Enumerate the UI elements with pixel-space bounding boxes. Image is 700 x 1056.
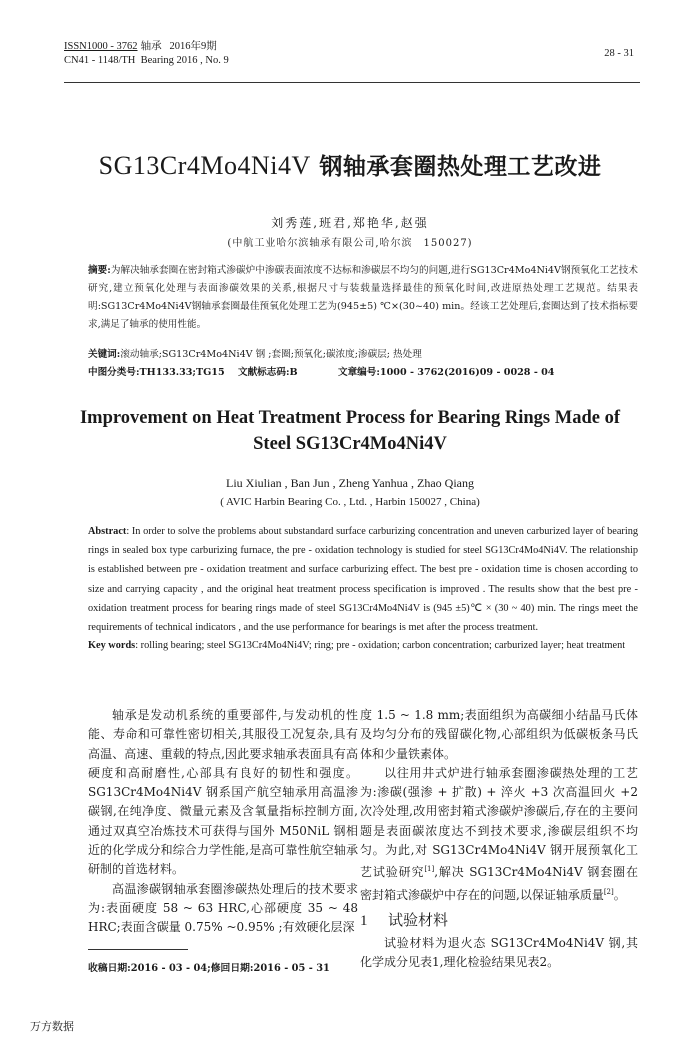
article-number: 文章编号:1000 - 3762(2016)09 - 0028 - 04 <box>338 367 555 378</box>
keywords-cn-text: 滚动轴承;SG13Cr4Mo4Ni4V 钢 ;套圈;预氧化;碳浓度;渗碳层; 热处理 <box>120 349 422 360</box>
header-line-2 <box>64 54 229 68</box>
issn: ISSN1000 - 3762 <box>64 41 138 52</box>
cn-number: CN41 - 1148/TH <box>64 55 136 66</box>
issue-cn: 2016年9期 <box>169 41 217 52</box>
title-en <box>0 405 700 457</box>
paragraph: 试验材料为退火态 SG13Cr4Mo4Ni4V 钢,其化学成分见表1,理化检验结果见表2。 <box>360 935 638 970</box>
footnote-dates: 收稿日期:2016 - 03 - 04;修回日期:2016 - 05 - 31 <box>88 963 330 974</box>
keywords-cn <box>88 346 638 364</box>
header-line-1 <box>64 40 217 54</box>
title-en-line-1: Improvement on Heat Treatment Process for Bearing Rings Made of <box>79 408 621 428</box>
authors-cn: 刘秀莲,班君,郑艳华,赵强 <box>271 216 429 230</box>
footnote-divider <box>88 949 188 950</box>
page-range: 28 - 31 <box>604 48 634 59</box>
paragraph-text: ,解决 SG13Cr4Mo4Ni4V 钢套圈在密封箱式渗碳炉中存在的问题,以保证轴承质量 <box>360 865 638 902</box>
title-en-line-2: Steel SG13Cr4Mo4Ni4V <box>253 434 447 454</box>
keywords-cn-label: 关键词: <box>88 349 121 360</box>
abstract-cn-text: 为解决轴承套圈在密封箱式渗碳炉中渗碳表面浓度不达标和渗碳层不均匀的问题,进行SG13Cr4Mo4Ni4V钢预氧化工艺技术研究,建立预氧化处理与表面渗碳效果的关系,根据尺寸与装载量选择最佳的预氧化时间,改进原热处理工艺规范。结果表明:SG13Cr4Mo4Ni4V钢轴承套圈最佳预氧化处理工艺为(945±5) ℃×(30~40) min。经该工艺处理后,套圈达到了技术指标要求,满足了轴承的使用性能。 <box>88 265 638 330</box>
keywords-en-text: : rolling bearing; steel SG13Cr4Mo4Ni4V; ring; pre - oxidation; carbon concentration; carburized layer; heat treatment <box>135 640 626 651</box>
paragraph: 度 1.5 ~ 1.8 mm;表面组织为高碳细小结晶马氏体及均匀分布的残留碳化物,心部组织为低碳板条马氏体和少量铁素体。 <box>360 708 638 761</box>
title-cn <box>0 148 700 181</box>
document-code: 文献标志码:B <box>238 367 298 378</box>
paragraph-text: 。 <box>613 887 626 902</box>
clc-number: 中图分类号:TH133.33;TG15 <box>88 367 225 378</box>
abstract-cn <box>88 262 638 334</box>
paragraph: 轴承是发动机系统的重要部件,与发动机的性能、寿命和可靠性密切相关,其服役工况复杂,具有高温、高速、重载的特点,因此要求轴承表面具有高硬度和高耐磨性,心部具有良好的韧性和强度。SG13Cr4Mo4Ni4V 钢系国产航空轴承用高温渗碳钢,在纯净度、微量元素及含氧量指标控制方面,通过双真空冶炼技术可获得与国外 M50NiL 钢相近的化学成分和综合力学性能,是高可靠性航空轴承研制的首选材料。 <box>88 708 358 877</box>
abstract-en <box>88 522 638 637</box>
authors-en: Liu Xiulian , Ban Jun , Zheng Yanhua , Zhao Qiang <box>226 476 474 490</box>
classification-line <box>88 364 638 382</box>
citation-2: [2] <box>603 887 614 896</box>
running-header <box>64 40 640 83</box>
abstract-en-label: Abstract <box>88 526 127 537</box>
keywords-en <box>88 636 638 655</box>
keywords-en-label: Key words <box>88 640 136 651</box>
section-heading <box>360 909 638 932</box>
abstract-cn-label: 摘要: <box>88 265 111 276</box>
title-cn-text: 钢轴承套圈热处理工艺改进 <box>319 153 602 180</box>
title-cn-steel-grade: SG13Cr4Mo4Ni4V <box>98 151 311 180</box>
journal-name-cn: 轴承 <box>140 41 162 52</box>
paragraph <box>360 764 638 905</box>
paragraph: 高温渗碳钢轴承套圈渗碳热处理后的技术要求为:表面硬度 58 ~ 63 HRC,心部硬度 35 ~ 48 HRC;表面含碳量 0.75% ~0.95% ;有效硬化层深 <box>88 881 358 935</box>
body-column-right <box>360 706 638 973</box>
issue-en: Bearing 2016 , No. 9 <box>140 55 229 66</box>
abstract-en-text: : In order to solve the problems about substandard surface carburizing concentration and uneven carburized layer of bearing rings in sealed box type carburizing furnace, the pre - oxidation technology is studied for steel SG13Cr4Mo4Ni4V. The relationship is established between pre - oxidation treatment and surface carburizing effect. The best pre - oxidation time is chosen according to size and carrying capacity , and the original heat treatment process specification is improved . The results show that the best pre - oxidation treatment process for bearing rings made of steel SG13Cr4Mo4Ni4V is (945 ±5)℃ × (30 ~ 40) min. The rings meet the requirements of technical indicators , and the use performance for bearings is met after the process treatment. <box>88 526 638 634</box>
paragraph-text: 以往用井式炉进行轴承套圈渗碳热处理的工艺为:渗碳(强渗 + 扩散) + 淬火 +3 次高温回火 +2 次冷处理,改用密封箱式渗碳炉渗碳后,存在的主要问题是表面碳浓度达不到技术要求,渗碳层组织不均匀。为此,对 SG13Cr4Mo4Ni4V 钢开展预氧化工艺试验研究 <box>360 765 638 880</box>
citation-1: [1] <box>424 865 435 874</box>
section-title: 试验材料 <box>388 910 449 929</box>
body-column-left <box>88 706 358 938</box>
watermark: 万方数据 <box>30 1020 74 1033</box>
affiliation-en: ( AVIC Harbin Bearing Co. , Ltd. , Harbin 150027 , China) <box>220 496 480 508</box>
affiliation-cn: (中航工业哈尔滨轴承有限公司,哈尔滨 150027) <box>227 238 473 249</box>
section-number: 1 <box>360 912 368 929</box>
